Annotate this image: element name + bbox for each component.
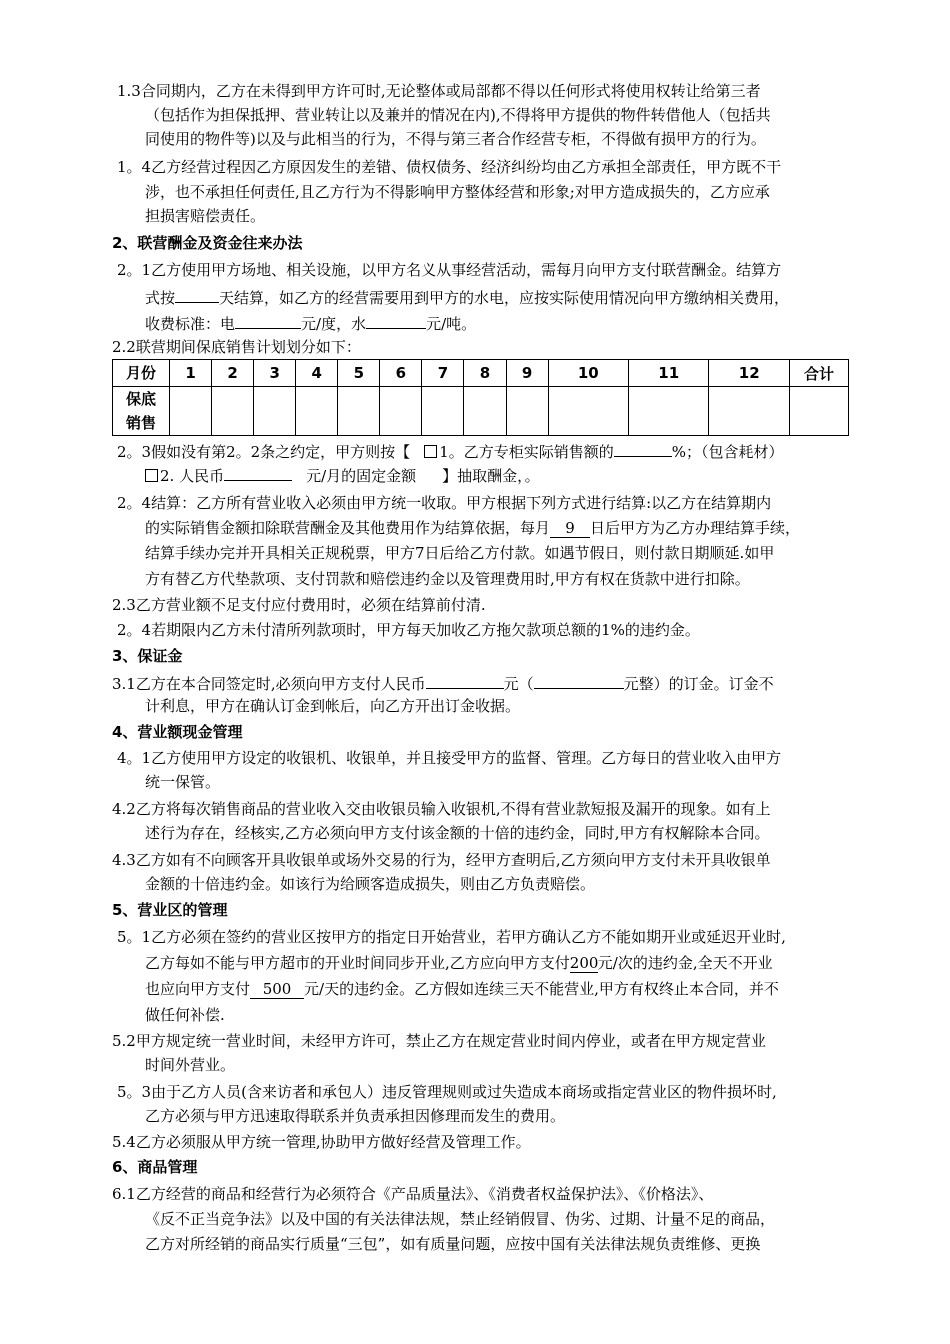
clause-6-1-cont: [0, 1207, 950, 1231]
month-cell: 10: [548, 360, 628, 387]
sales-cell[interactable]: [464, 387, 506, 436]
settlement-day-value[interactable]: 9: [550, 519, 590, 538]
clause-text: 2.3乙方营业额不足支付应付费用时，必须在结算前付清.: [112, 596, 486, 614]
sales-cell[interactable]: [629, 387, 709, 436]
clause-text: 述行为存在，经核实,乙方必须向甲方支付该金额的十倍的违约金，同时,甲方有权解除本合同。: [145, 824, 770, 842]
sales-cell[interactable]: [212, 387, 254, 436]
row-label-line-2: 销售: [125, 414, 156, 432]
clause-2-1-fees: [0, 310, 950, 336]
clause-2-3b: [0, 593, 950, 617]
clause-5-1-cont: [0, 951, 950, 975]
clause-6-1: [0, 1182, 950, 1206]
checkbox-option-2[interactable]: [145, 469, 158, 482]
clause-text: 4。1乙方使用甲方设定的收银机、收银单，并且接受甲方的监督、管理。乙方每日的营业收入由甲方: [117, 749, 782, 767]
month-cell: 5: [338, 360, 380, 387]
clause-5-4: [0, 1130, 950, 1154]
clause-5-1-cont: [0, 977, 950, 1001]
clause-text: 收费标准：电: [145, 315, 236, 333]
clause-text: 1。乙方专柜实际销售额的: [439, 443, 614, 461]
clause-2-4b: [0, 618, 950, 642]
clause-4-2-cont: [0, 821, 950, 845]
full-day-penalty-value[interactable]: 500: [250, 980, 304, 999]
sales-cell[interactable]: [254, 387, 296, 436]
clause-1-3-cont: [0, 127, 950, 151]
clause-text: 日后甲方为乙方办理结算手续，: [590, 519, 801, 537]
clause-text: 同使用的物件等)以及与此相当的行为，不得与第三者合作经营专柜，不得做有损甲方的行为。: [145, 130, 766, 148]
sales-percent-blank[interactable]: [614, 438, 672, 457]
sales-cell[interactable]: [170, 387, 212, 436]
clause-1-4: [0, 155, 950, 179]
clause-text: 1。4乙方经营过程因乙方原因发生的差错、债权债务、经济纠纷均由乙方承担全部责任，甲方既不干: [117, 158, 782, 176]
clause-text: 5.4乙方必须服从甲方统一管理,协助甲方做好经营及管理工作。: [112, 1133, 531, 1151]
heading-text: 4、营业额现金管理: [112, 723, 243, 741]
clause-1-4-cont: [0, 204, 950, 228]
clause-2-1: [0, 258, 950, 282]
clause-text: 计利息，甲方在确认订金到帐后，向乙方开出订金收据。: [145, 697, 521, 715]
clause-text: 6.1乙方经营的商品和经营行为必须符合《产品质量法》、《消费者权益保护法》、《价格法》、: [112, 1185, 714, 1203]
month-cell: 1: [170, 360, 212, 387]
daily-penalty-value[interactable]: 200: [569, 954, 599, 972]
clause-text: 做任何补偿.: [145, 1006, 225, 1024]
month-cell: 8: [464, 360, 506, 387]
clause-text: 担损害赔偿责任。: [145, 207, 266, 225]
fixed-amount-blank[interactable]: [224, 462, 292, 481]
clause-text: 2。4结算：乙方所有营业收入必须由甲方统一收取。甲方根据下列方式进行结算:以乙方在结算期内: [117, 494, 772, 512]
clause-2-3-cont: [0, 462, 950, 488]
clause-text: 元/度，水: [301, 315, 367, 333]
clause-text: 也应向甲方支付: [145, 980, 251, 998]
clause-5-1: [0, 925, 950, 949]
month-cell: 12: [709, 360, 790, 387]
clause-text: 2。4若期限内乙方未付清所列款项时，甲方每天加收乙方拖欠款项总额的1%的违约金。: [117, 621, 700, 639]
clause-text: 4.2乙方将每次销售商品的营业收入交由收银员输入收银机,不得有营业款短报及漏开的现象。如有上: [112, 800, 771, 818]
clause-2-3: [0, 438, 950, 464]
clause-text: 乙方每如不能与甲方超市的开业时间同步开业,乙方应向甲方支付: [145, 954, 570, 972]
clause-1-4-cont: [0, 180, 950, 204]
clause-text: %；（包含耗材）: [671, 443, 784, 461]
section-6-heading: [0, 1155, 950, 1179]
heading-text: 5、营业区的管理: [112, 901, 228, 919]
clause-6-1-cont: [0, 1232, 950, 1256]
clause-4-1-cont: [0, 770, 950, 794]
checkbox-option-1[interactable]: [424, 445, 437, 458]
month-header: 月份: [113, 360, 170, 387]
clause-4-3-cont: [0, 872, 950, 896]
clause-4-2: [0, 797, 950, 821]
clause-text: 金额的十倍违约金。如该行为给顾客造成损失，则由乙方负责赔偿。: [145, 875, 596, 893]
clause-text: 1.3合同期内，乙方在未得到甲方许可时,无论整体或局部都不得以任何形式将使用权转让给第三者: [117, 82, 761, 100]
clause-2-4-cont: [0, 567, 950, 591]
clause-text: 元整）的订金。订金不: [623, 675, 774, 693]
clause-text: 2.2联营期间保底销售计划划分如下：: [112, 338, 361, 356]
section-5-heading: [0, 898, 950, 922]
clause-text: 乙方对所经销的商品实行质量“三包”，如有质量问题，应按中国有关法律法规负责维修、更换: [145, 1235, 761, 1253]
section-2-heading: [0, 231, 950, 255]
row-label-line-1: 保底: [125, 390, 156, 408]
minimum-sales-table: [112, 359, 849, 436]
clause-5-1-cont: [0, 1003, 950, 1027]
clause-text: 《反不正当竞争法》以及中国的有关法律法规，禁止经销假冒、伪劣、过期、计量不足的商品，: [145, 1210, 776, 1228]
clause-text: 的实际销售金额扣除联营酬金及其他费用作为结算依据，每月: [145, 519, 551, 537]
clause-2-4: [0, 491, 950, 515]
sales-cell[interactable]: [296, 387, 338, 436]
clause-2-1-cont: [0, 284, 950, 310]
clause-text: 乙方必须与甲方迅速取得联系并负责承担因修理而发生的费用。: [145, 1107, 566, 1125]
electricity-rate-blank[interactable]: [235, 310, 301, 329]
clause-text: 涉，也不承担任何责任,且乙方行为不得影响甲方整体经营和形象;对甲方造成损失的，乙方应承: [145, 183, 770, 201]
clause-2-4-cont: [0, 516, 950, 540]
clause-text: 结算手续办完并开具相关正规税票，甲方7日后给乙方付款。如遇节假日，则付款日期顺延.如甲: [145, 544, 775, 562]
sales-total-cell[interactable]: [790, 387, 849, 436]
clause-text: 元（: [503, 675, 534, 693]
clause-text: 元/次的违约金,全天不开业: [597, 954, 773, 972]
total-header: 合计: [790, 360, 849, 387]
clause-text: 元/天的违约金。乙方假如连续三天不能营业,甲方有权终止本合同，并不: [304, 980, 779, 998]
sales-cell[interactable]: [506, 387, 548, 436]
month-cell: 2: [212, 360, 254, 387]
clause-text: 5。3由于乙方人员(含来访者和承包人）违反管理规则或过失造成本商场或指定营业区的物件损坏时,: [117, 1083, 777, 1101]
clause-5-2-cont: [0, 1053, 950, 1077]
sales-cell[interactable]: [338, 387, 380, 436]
clause-2-2: [0, 335, 950, 359]
clause-text: 】抽取酬金，。: [442, 467, 540, 485]
heading-text: 3、保证金: [112, 647, 183, 665]
sales-cell[interactable]: [422, 387, 464, 436]
heading-text: 2、联营酬金及资金往来办法: [112, 234, 303, 252]
clause-text: 统一保管。: [145, 773, 221, 791]
clause-text: 元/月的固定金额: [306, 467, 417, 485]
water-rate-blank[interactable]: [366, 310, 426, 329]
clause-3-1: [0, 670, 950, 696]
clause-5-3: [0, 1080, 950, 1104]
clause-text: 天结算，如乙方的经营需要用到甲方的水电，应按实际使用情况向甲方缴纳相关费用，: [219, 289, 790, 307]
table-header-row: [113, 360, 849, 387]
clause-text: 式按: [145, 289, 176, 307]
clause-text: 5.2甲方规定统一营业时间，未经甲方许可，禁止乙方在规定营业时间内停业，或者在甲方规定营业: [112, 1032, 766, 1050]
deposit-amount-words-blank[interactable]: [534, 670, 624, 689]
month-cell: 9: [506, 360, 548, 387]
month-cell: 3: [254, 360, 296, 387]
clause-4-1: [0, 746, 950, 770]
clause-text: 元/吨。: [426, 315, 477, 333]
month-cell: 4: [296, 360, 338, 387]
month-cell: 7: [422, 360, 464, 387]
clause-text: 时间外营业。: [145, 1056, 236, 1074]
section-4-heading: [0, 720, 950, 744]
clause-text: （包括作为担保抵押、营业转让以及兼并的情况在内),不得将甲方提供的物件转借他人（包括共: [145, 106, 771, 124]
clause-5-2: [0, 1029, 950, 1053]
clause-1-3-cont: [0, 103, 950, 127]
sales-cell[interactable]: [380, 387, 422, 436]
minimum-sales-label: [113, 387, 170, 436]
section-3-heading: [0, 644, 950, 668]
clause-5-3-cont: [0, 1104, 950, 1128]
clause-1-3: [0, 79, 950, 103]
clause-2-4-cont: [0, 541, 950, 565]
minimum-sales-row: [113, 387, 849, 436]
clause-text: 4.3乙方如有不向顾客开具收银单或场外交易的行为，经甲方查明后,乙方须向甲方支付未开具收银单: [112, 851, 771, 869]
clause-text: 3.1乙方在本合同签定时,必须向甲方支付人民币: [112, 675, 426, 693]
settlement-days-blank[interactable]: [175, 284, 219, 303]
clause-4-3: [0, 848, 950, 872]
sales-cell[interactable]: [548, 387, 628, 436]
month-cell: 11: [629, 360, 709, 387]
clause-text: 方有替乙方代垫款项、支付罚款和赔偿违约金以及管理费用时,甲方有权在货款中进行扣除。: [145, 570, 750, 588]
clause-text: 5。1乙方必须在签约的营业区按甲方的指定日开始营业，若甲方确认乙方不能如期开业或延迟开业时,: [117, 928, 786, 946]
clause-text: 2. 人民币: [160, 467, 225, 485]
month-cell: 6: [380, 360, 422, 387]
clause-text: 2。3假如没有第2。2条之约定，甲方则按【: [117, 443, 411, 461]
heading-text: 6、商品管理: [112, 1158, 198, 1176]
deposit-amount-blank[interactable]: [426, 670, 504, 689]
clause-3-1-cont: [0, 694, 950, 718]
sales-cell[interactable]: [709, 387, 790, 436]
clause-text: 2。1乙方使用甲方场地、相关设施，以甲方名义从事经营活动，需每月向甲方支付联营酬金。结算方: [117, 261, 782, 279]
